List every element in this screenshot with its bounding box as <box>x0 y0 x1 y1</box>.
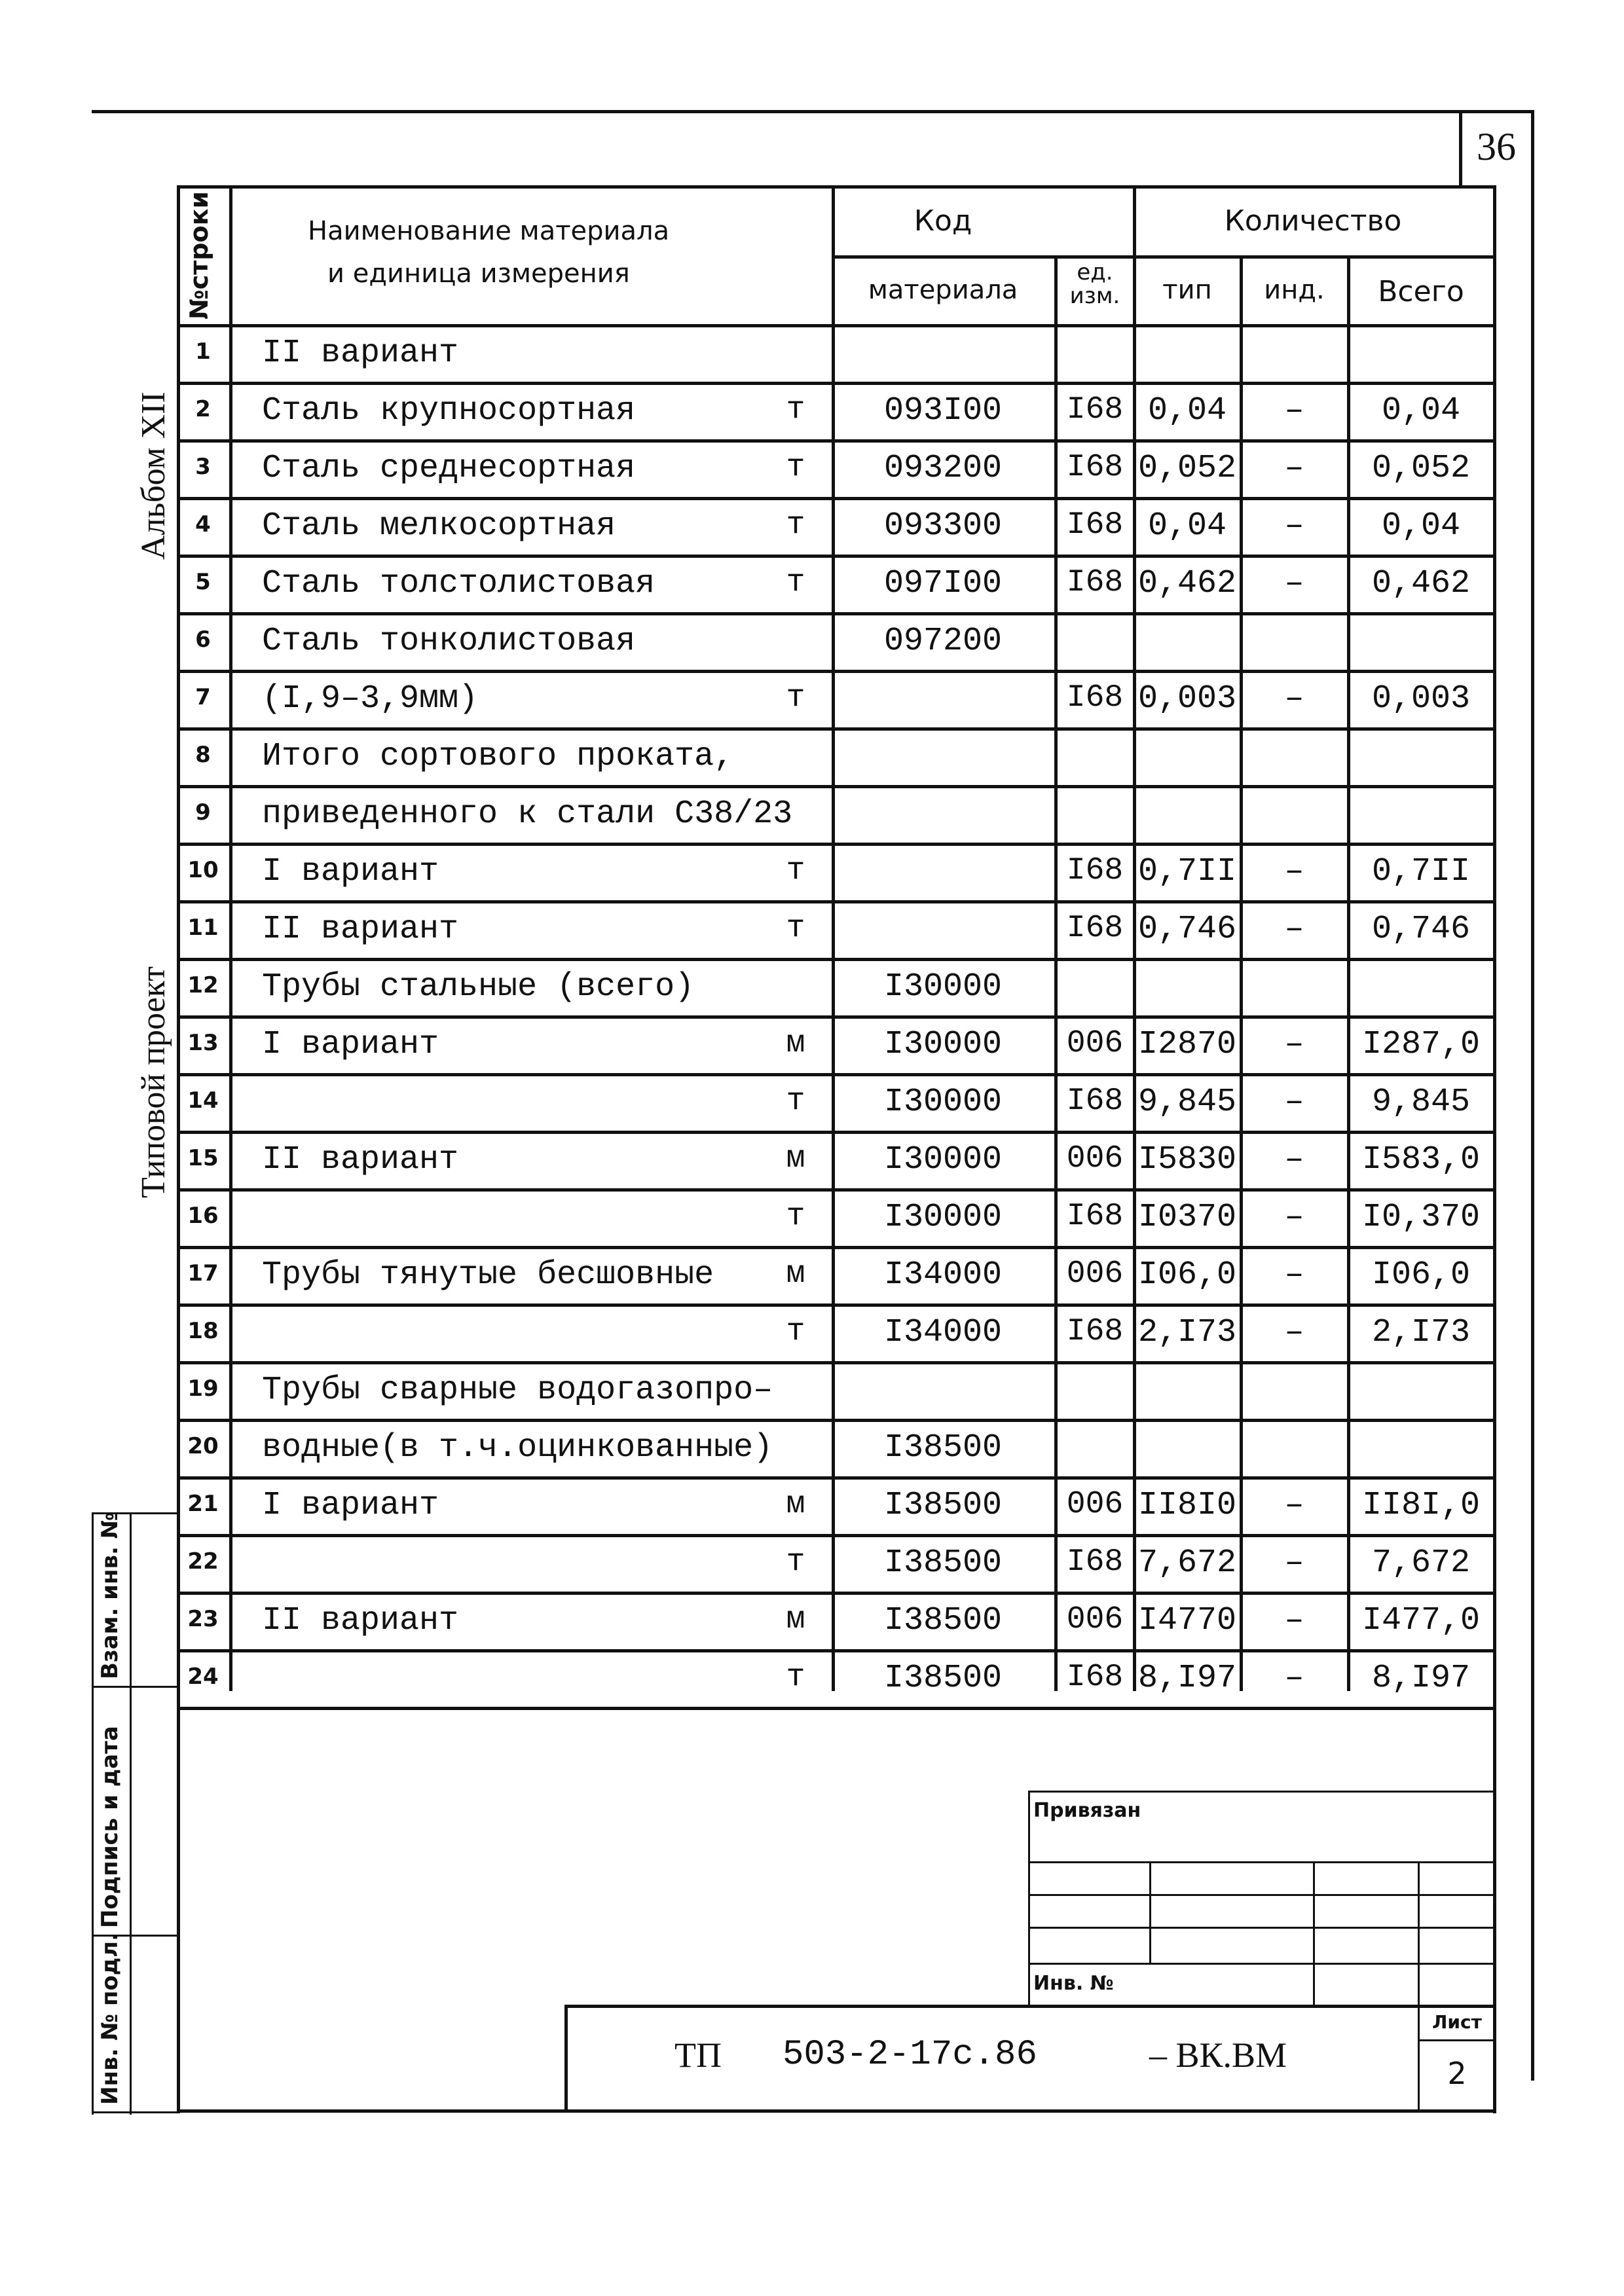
docblock-top-line <box>564 2005 1494 2008</box>
row-separator <box>177 1707 1496 1710</box>
row-number: 7 <box>195 684 211 710</box>
row-separator <box>177 612 1496 615</box>
qty-tip: I5830 <box>1137 1141 1237 1178</box>
unit-of-measure: м <box>786 1141 805 1176</box>
qty-ind: – <box>1284 1487 1304 1524</box>
material-code: 093300 <box>883 507 1003 545</box>
header-sub-line <box>832 255 1496 259</box>
qty-total: 9,845 <box>1371 1084 1471 1121</box>
row-number: 19 <box>187 1376 219 1402</box>
row-number: 10 <box>187 857 219 883</box>
qty-total: 7,672 <box>1371 1544 1471 1582</box>
material-code: I30000 <box>883 1141 1003 1178</box>
row-separator <box>177 1131 1496 1134</box>
row-number: 21 <box>187 1491 219 1517</box>
sheet-number-top: 36 <box>1477 125 1516 168</box>
qty-tip: 8,I97 <box>1137 1660 1237 1697</box>
row-separator <box>177 1592 1496 1595</box>
row-number: 16 <box>187 1203 219 1229</box>
qty-total: 8,I97 <box>1371 1660 1471 1697</box>
table-right-border <box>1493 185 1496 1691</box>
docblock-left-line <box>564 2005 568 2113</box>
qty-total: I583,0 <box>1361 1141 1481 1178</box>
right-margin-line <box>1531 110 1534 2081</box>
row-number: 12 <box>187 972 219 998</box>
unit-code: 006 <box>1066 1141 1124 1176</box>
unit-code: 006 <box>1066 1256 1124 1292</box>
material-name: II вариант <box>262 335 459 372</box>
header-unit-line1: ед. <box>1077 259 1113 285</box>
qty-tip: 0,003 <box>1137 680 1237 718</box>
material-name: I вариант <box>262 1487 439 1524</box>
frame-left-lower <box>177 1691 180 2113</box>
qty-ind: – <box>1284 1199 1304 1236</box>
qty-ind: – <box>1284 392 1304 429</box>
header-material: материала <box>868 275 1018 305</box>
privyazan-grid-h1 <box>1028 1861 1494 1863</box>
header-name-line2: и единица измерения <box>327 259 630 289</box>
header-code: Код <box>913 204 972 238</box>
unit-of-measure: м <box>786 1487 805 1522</box>
row-separator <box>177 1246 1496 1249</box>
unit-code: I68 <box>1066 911 1124 946</box>
material-name: водные(в т.ч.оцинкованные) <box>262 1429 773 1467</box>
material-code: I30000 <box>883 1084 1003 1121</box>
qty-tip: I4770 <box>1137 1602 1237 1639</box>
row-number: 9 <box>195 799 211 826</box>
material-code: I38500 <box>883 1660 1003 1697</box>
row-number: 24 <box>187 1664 219 1690</box>
row-separator <box>177 1303 1496 1307</box>
material-code: 097I00 <box>883 565 1003 602</box>
privyazan-left-line <box>1028 1791 1030 2007</box>
qty-ind: – <box>1284 680 1304 718</box>
material-name: Трубы стальные (всего) <box>262 968 695 1006</box>
qty-total: 0,052 <box>1371 450 1471 487</box>
unit-of-measure: т <box>786 392 805 428</box>
qty-tip: II8I0 <box>1137 1487 1237 1524</box>
material-code: I38500 <box>883 1602 1003 1639</box>
qty-ind: – <box>1284 1141 1304 1178</box>
row-number: 1 <box>195 338 211 365</box>
unit-code: 006 <box>1066 1026 1124 1061</box>
qty-ind: – <box>1284 450 1304 487</box>
row-separator <box>177 1419 1496 1422</box>
qty-total: 0,04 <box>1381 392 1461 429</box>
album-label: Альбом XII <box>135 392 172 560</box>
header-ind: инд. <box>1264 275 1325 305</box>
row-number: 14 <box>187 1087 219 1114</box>
privyazan-grid-h2 <box>1028 1894 1494 1896</box>
unit-of-measure: т <box>786 450 805 485</box>
privyazan-label: Привязан <box>1033 1799 1141 1822</box>
row-separator <box>177 1073 1496 1076</box>
row-number: 23 <box>187 1606 219 1632</box>
privyazan-top-line <box>1028 1791 1494 1793</box>
row-number: 22 <box>187 1548 219 1575</box>
unit-code: 006 <box>1066 1602 1124 1637</box>
qty-total: 0,7II <box>1371 853 1471 890</box>
material-code: I30000 <box>883 1199 1003 1236</box>
rownum-col-line <box>229 185 232 1691</box>
unit-of-measure: т <box>786 1660 805 1695</box>
material-name: Сталь крупносортная <box>262 392 636 429</box>
stamp-sep-1 <box>92 1686 177 1688</box>
material-code: I38500 <box>883 1487 1003 1524</box>
inv-number-label: Инв. № <box>1033 1972 1114 1995</box>
top-rule <box>92 110 1532 113</box>
material-code: I34000 <box>883 1314 1003 1351</box>
row-separator <box>177 1534 1496 1537</box>
privyazan-grid-v2 <box>1313 1861 1315 2007</box>
row-number: 8 <box>195 742 211 768</box>
qty-tip: 0,04 <box>1147 507 1227 545</box>
qty-tip: 0,746 <box>1137 911 1237 948</box>
unit-code: 006 <box>1066 1487 1124 1522</box>
row-number: 15 <box>187 1145 219 1171</box>
docblock-sheet-label-line <box>1418 2039 1494 2041</box>
row-number: 11 <box>187 915 219 941</box>
row-separator <box>177 727 1496 731</box>
stamp-bottom-line <box>92 2111 177 2113</box>
qty-tip: I0370 <box>1137 1199 1237 1236</box>
qty-ind: – <box>1284 1256 1304 1294</box>
qty-tip: 0,052 <box>1137 450 1237 487</box>
row-number: 13 <box>187 1030 219 1056</box>
doc-code-number: 503-2-17с.86 <box>783 2035 1037 2075</box>
privyazan-grid-h4 <box>1028 1963 1494 1965</box>
row-separator <box>177 1361 1496 1364</box>
row-separator <box>177 555 1496 558</box>
header-bottom-line <box>177 324 1496 327</box>
row-separator <box>177 1649 1496 1652</box>
row-separator <box>177 670 1496 673</box>
header-name-line1: Наименование материала <box>308 216 670 246</box>
stamp-left-border <box>92 1512 94 2115</box>
project-label: Типовой проект <box>135 966 172 1198</box>
unit-code: I68 <box>1066 1314 1124 1349</box>
unit-of-measure: т <box>786 1084 805 1119</box>
qty-ind: – <box>1284 1314 1304 1351</box>
material-name: Сталь тонколистовая <box>262 623 636 660</box>
privyazan-grid-v3 <box>1418 1861 1420 2007</box>
qty-total: I0,370 <box>1361 1199 1481 1236</box>
sheet-label: Лист <box>1432 2011 1482 2033</box>
sheet-value: 2 <box>1447 2056 1467 2091</box>
row-number: 17 <box>187 1260 219 1286</box>
material-name: приведенного к стали С38/23 <box>262 795 793 833</box>
unit-code: I68 <box>1066 507 1124 543</box>
unit-code: I68 <box>1066 450 1124 485</box>
row-separator <box>177 1188 1496 1192</box>
qty-tip: 7,672 <box>1137 1544 1237 1582</box>
qty-ind: – <box>1284 507 1304 545</box>
unit-code: I68 <box>1066 680 1124 716</box>
unit-code: I68 <box>1066 1199 1124 1234</box>
stamp-sign-label: Подпись и дата <box>97 1726 123 1928</box>
row-separator <box>177 958 1496 961</box>
qty-ind: – <box>1284 911 1304 948</box>
qty-tip: I06,0 <box>1137 1256 1237 1294</box>
privyazan-grid-v1 <box>1149 1861 1151 1963</box>
doc-code-prefix: ТП <box>674 2035 722 2075</box>
row-separator <box>177 1476 1496 1480</box>
material-name: Сталь среднесортная <box>262 450 636 487</box>
unit-of-measure: т <box>786 1544 805 1580</box>
qty-total: II8I,0 <box>1361 1487 1481 1524</box>
unit-code: I68 <box>1066 1084 1124 1119</box>
qty-tip: 0,7II <box>1137 853 1237 890</box>
unit-of-measure: т <box>786 853 805 888</box>
material-code: I30000 <box>883 968 1003 1006</box>
material-code: I34000 <box>883 1256 1003 1294</box>
stamp-vzam-label: Взам. инв. № <box>97 1512 123 1679</box>
qty-tip: 0,462 <box>1137 565 1237 602</box>
qty-total: 0,746 <box>1371 911 1471 948</box>
row-number-col-label: №строки <box>185 191 213 319</box>
material-name: Сталь толстолистовая <box>262 565 655 602</box>
unit-of-measure: т <box>786 680 805 716</box>
material-code: I38500 <box>883 1429 1003 1467</box>
row-number: 20 <box>187 1433 219 1459</box>
row-separator <box>177 1015 1496 1019</box>
qty-total: I06,0 <box>1371 1256 1471 1294</box>
material-name: Трубы сварные водогазопро– <box>262 1372 773 1409</box>
privyazan-grid-h3 <box>1028 1927 1494 1929</box>
unit-of-measure: м <box>786 1602 805 1637</box>
row-separator <box>177 382 1496 385</box>
row-number: 5 <box>195 569 211 595</box>
row-separator <box>177 843 1496 846</box>
qty-tip: 0,04 <box>1147 392 1227 429</box>
qty-ind: – <box>1284 1026 1304 1063</box>
unit-of-measure: т <box>786 1314 805 1349</box>
qty-ind: – <box>1284 1660 1304 1697</box>
docblock-sheet-divider <box>1418 2005 1420 2113</box>
stamp-inv-label: Инв. № подл. <box>97 1932 123 2105</box>
unit-of-measure: м <box>786 1256 805 1292</box>
qty-ind: – <box>1284 1544 1304 1582</box>
unit-of-measure: т <box>786 565 805 600</box>
row-number: 18 <box>187 1318 219 1344</box>
qty-ind: – <box>1284 1602 1304 1639</box>
material-name: Трубы тянутые бесшовные <box>262 1256 714 1294</box>
unit-code: I68 <box>1066 1544 1124 1580</box>
qty-total: I287,0 <box>1361 1026 1481 1063</box>
unit-of-measure: т <box>786 507 805 543</box>
material-name: II вариант <box>262 1141 459 1178</box>
qty-total: I477,0 <box>1361 1602 1481 1639</box>
material-code: 093200 <box>883 450 1003 487</box>
row-number: 2 <box>195 396 211 422</box>
header-unit-line2: изм. <box>1069 283 1120 309</box>
header-tip: тип <box>1162 275 1212 305</box>
material-name: Сталь мелкосортная <box>262 507 616 545</box>
qty-total: 2,I73 <box>1371 1314 1471 1351</box>
material-name: I вариант <box>262 1026 439 1063</box>
header-total: Всего <box>1378 275 1464 308</box>
material-name: Итого сортового проката, <box>262 738 734 775</box>
material-code: 093I00 <box>883 392 1003 429</box>
unit-of-measure: т <box>786 911 805 946</box>
qty-ind: – <box>1284 1084 1304 1121</box>
row-number: 3 <box>195 454 211 480</box>
qty-total: 0,04 <box>1381 507 1461 545</box>
row-separator <box>177 785 1496 788</box>
qty-total: 0,003 <box>1371 680 1471 718</box>
material-code: I30000 <box>883 1026 1003 1063</box>
qty-tip: 2,I73 <box>1137 1314 1237 1351</box>
qty-ind: – <box>1284 565 1304 602</box>
row-separator <box>177 900 1496 903</box>
unit-code: I68 <box>1066 1660 1124 1695</box>
row-separator <box>177 439 1496 443</box>
unit-code: I68 <box>1066 565 1124 600</box>
material-name: II вариант <box>262 911 459 948</box>
doc-code-suffix: – ВК.ВМ <box>1149 2035 1287 2075</box>
stamp-mid-border <box>130 1512 132 2115</box>
material-name: II вариант <box>262 1602 459 1639</box>
header-unit <box>1056 261 1134 308</box>
table-top-border <box>177 185 1496 189</box>
row-number: 4 <box>195 511 211 538</box>
unit-code: I68 <box>1066 853 1124 888</box>
material-code: 097200 <box>883 623 1003 660</box>
qty-ind: – <box>1284 853 1304 890</box>
row-number: 6 <box>195 627 211 653</box>
header-quantity: Количество <box>1224 204 1402 238</box>
frame-bottom <box>177 2109 1496 2113</box>
material-name: (I,9–3,9мм) <box>262 680 479 718</box>
qty-total: 0,462 <box>1371 565 1471 602</box>
material-name: I вариант <box>262 853 439 890</box>
unit-of-measure: м <box>786 1026 805 1061</box>
qty-tip: I2870 <box>1137 1026 1237 1063</box>
material-code: I38500 <box>883 1544 1003 1582</box>
unit-code: I68 <box>1066 392 1124 428</box>
unit-of-measure: т <box>786 1199 805 1234</box>
qty-tip: 9,845 <box>1137 1084 1237 1121</box>
frame-right-lower <box>1493 1691 1496 2113</box>
row-separator <box>177 497 1496 500</box>
